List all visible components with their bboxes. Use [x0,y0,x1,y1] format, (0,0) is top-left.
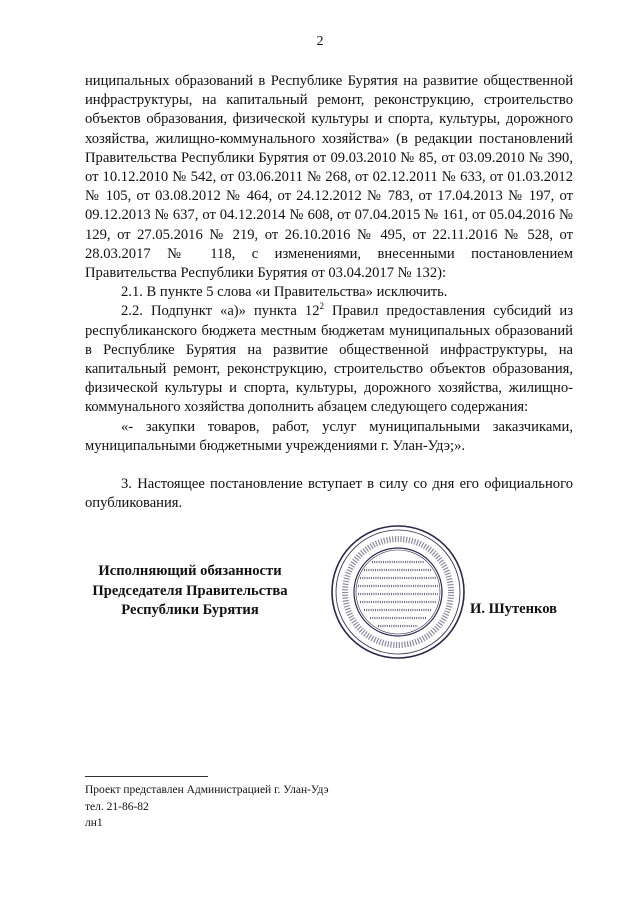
signer-name: И. Шутенков [470,601,558,617]
item-2-1: 2.1. В пункте 5 слова «и Правительства» исключить. [121,284,448,301]
official-seal-icon [328,522,468,662]
item-2-2-superscript: 2 [319,301,324,312]
document-body [85,72,573,513]
item-3: 3. Настоящее постановление вступает в силу со дня его официального опубликования. [85,476,573,512]
page-number: 2 [316,34,324,49]
signer-title-line: Председателя Правительства [92,582,288,599]
intro-paragraph: ниципальных образований в Республике Бурятия на развитие общественной инфраструктуры, на капитальный ремонт, реконструкцию, строительство объектов образования, физической культуры и спорта, культуры, дорожного хозяйства, жилищно-коммунального хозяйства» (в редакции постановлений Правительства Республики Бурятия от 09.03.2010 № 85, от 03.09.2010 № 390, от 10.12.2010 № 542, от 03.06.2011 № 268, от 02.12.2011 № 633, от 01.03.2012 № 105, от 03.08.2012 № 464, от 24.12.2012 № 783, от 17.04.2013 № 197, от 09.12.2013 № 637, от 04.12.2014 № 608, от 07.04.2015 № 161, от 05.04.2016 № 129, от 27.05.2016 № 219, от 26.10.2016 № 495, от 22.11.2016 № 528, от 28.03.2017 № 118, с изменениями, внесенными постановлением Правительства Республики Бурятия от 03.04.2017 № 132): [85,73,573,282]
signer-title-line: Исполняющий обязанности [98,563,282,579]
item-2-2-suffix: Правил предоставления субсидий из республиканского бюджета местным бюджетам муниципальных образований в Республике Бурятия на развитие общественной инфраструктуры, на капитальный ремонт, реконструкцию, строительство объектов образования, физической культуры и спорта, культуры, дорожного хозяйства, жилищно-коммунального хозяйства дополнить абзацем следующего содержания: [85,303,573,416]
signer-title [85,562,295,621]
item-2-2 [85,302,573,417]
footnote-line: Проект представлен Администрацией г. Улан-Удэ [85,784,329,796]
footnote-divider [85,776,208,777]
item-2-2-prefix: 2.2. Подпункт «а)» пункта 12 [121,303,320,320]
footnote [85,782,329,832]
signer-title-line: Республики Бурятия [121,602,259,618]
footnote-line: лн1 [85,817,103,829]
quote-paragraph: «- закупки товаров, работ, услуг муниципальными заказчиками, муниципальными бюджетными учреждениями г. Улан-Удэ;». [85,418,573,454]
paragraph-gap [85,456,573,475]
footnote-line: тел. 21-86-82 [85,800,149,813]
